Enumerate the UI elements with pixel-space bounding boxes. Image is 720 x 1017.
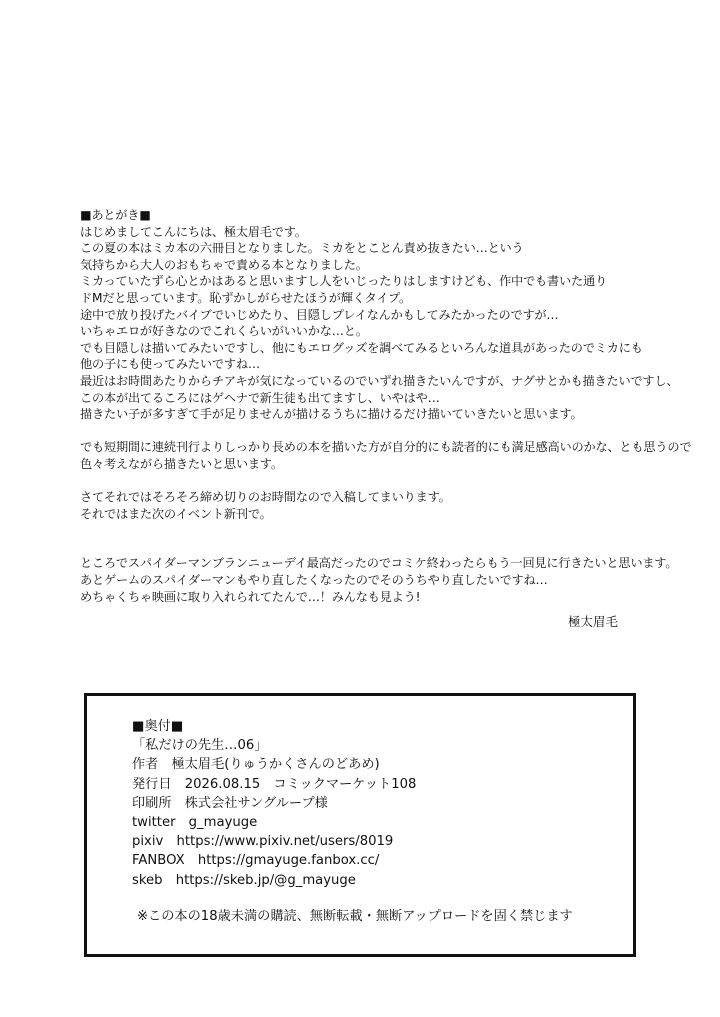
author-signature: 極太眉毛 xyxy=(568,614,619,629)
paragraph-gap xyxy=(80,423,700,440)
afterword-line: 気持ちから大人のおもちゃで責める本となりました。 xyxy=(80,257,368,272)
afterword-line: さてそれではそろそろ締め切りのお時間なので入稿してまいります。 xyxy=(80,490,451,505)
afterword-line: この本が出てるころにはゲヘナで新生徒も出てますし、いやはや… xyxy=(80,390,440,405)
fanbox-line: FANBOX https://gmayuge.fanbox.cc/ xyxy=(132,853,380,869)
afterword-heading: ■あとがき■ xyxy=(80,208,151,222)
afterword-line: 最近はお時間あたりからチアキが気になっているのでいずれ描きたいんですが、ナグサとかも描きたいですし、 xyxy=(80,373,679,388)
afterword-line: この夏の本はミカ本の六冊目となりました。ミカをとことん責め抜きたい…という xyxy=(80,241,524,256)
afterword-line: いちゃエロが好きなのでこれくらいがいいかな…と。 xyxy=(80,324,368,339)
skeb-line: skeb https://skeb.jp/@g_mayuge xyxy=(132,872,356,888)
afterword-line: 他の子にも使ってみたいですね… xyxy=(80,357,260,372)
afterword-line: ミカっていたずら心とかはあると思いますし人をいじったりはしますけども、作中でも書いた通り xyxy=(80,274,607,289)
paragraph-gap xyxy=(80,539,700,556)
afterword-line: あとゲームのスパイダーマンもやり直したくなったのでそのうちやり直したいですね… xyxy=(80,573,548,588)
afterword-line: 途中で放り投げたバイブでいじめたり、目隠しプレイなんかもしてみたかったのですが… xyxy=(80,307,559,322)
printer-line: 印刷所 株式会社サングループ様 xyxy=(132,795,328,811)
author-line: 作者 極太眉毛(りゅうかくさんのどあめ) xyxy=(132,757,380,773)
afterword-line: でも目隠しは描いてみたいですし、他にもエログッズを調べてみるといろんな道具があったのでミカにも xyxy=(80,340,643,355)
afterword-line: それではまた次のイベント新刊で。 xyxy=(80,506,272,521)
afterword-line: めちゃくちゃ映画に取り入れられてたんで…！みんなも見よう! xyxy=(80,589,421,604)
copyright-notice: ※この本の18歳未満の購読、無断転載・無断アップロードを固く禁じます xyxy=(137,909,573,924)
afterword-line: でも短期間に連続刊行よりしっかり長めの本を描いた方が自分的にも読者的にも満足感高いのかな、とも思うので xyxy=(80,440,692,455)
afterword-line: はじめましてこんにちは、極太眉毛です。 xyxy=(80,224,307,239)
twitter-line: twitter g_mayuge xyxy=(132,814,258,830)
afterword-line: ドMだと思っています。恥ずかしがらせたほうが輝くタイプ。 xyxy=(80,290,412,305)
colophon-details xyxy=(132,717,416,890)
afterword-line: 色々考えながら描きたいと思います。 xyxy=(80,456,283,471)
afterword-section xyxy=(80,207,700,605)
paragraph-gap xyxy=(80,522,700,539)
publish-date-line: 発行日 2026.08.15 コミックマーケット108 xyxy=(132,776,417,792)
afterword-line: ところでスパイダーマンブランニューデイ最高だったのでコミケ終わったらもう一回見に行きたいと思います。 xyxy=(80,556,678,571)
colophon-box xyxy=(84,693,636,957)
book-title: 「私だけの先生…06」 xyxy=(132,738,268,754)
pixiv-line: pixiv https://www.pixiv.net/users/8019 xyxy=(132,834,394,850)
colophon-heading: ■奥付■ xyxy=(132,719,184,734)
paragraph-gap xyxy=(80,473,700,490)
afterword-line: 描きたい子が多すぎて手が足りませんが描けるうちに描けるだけ描いていきたいと思います。 xyxy=(80,407,583,422)
